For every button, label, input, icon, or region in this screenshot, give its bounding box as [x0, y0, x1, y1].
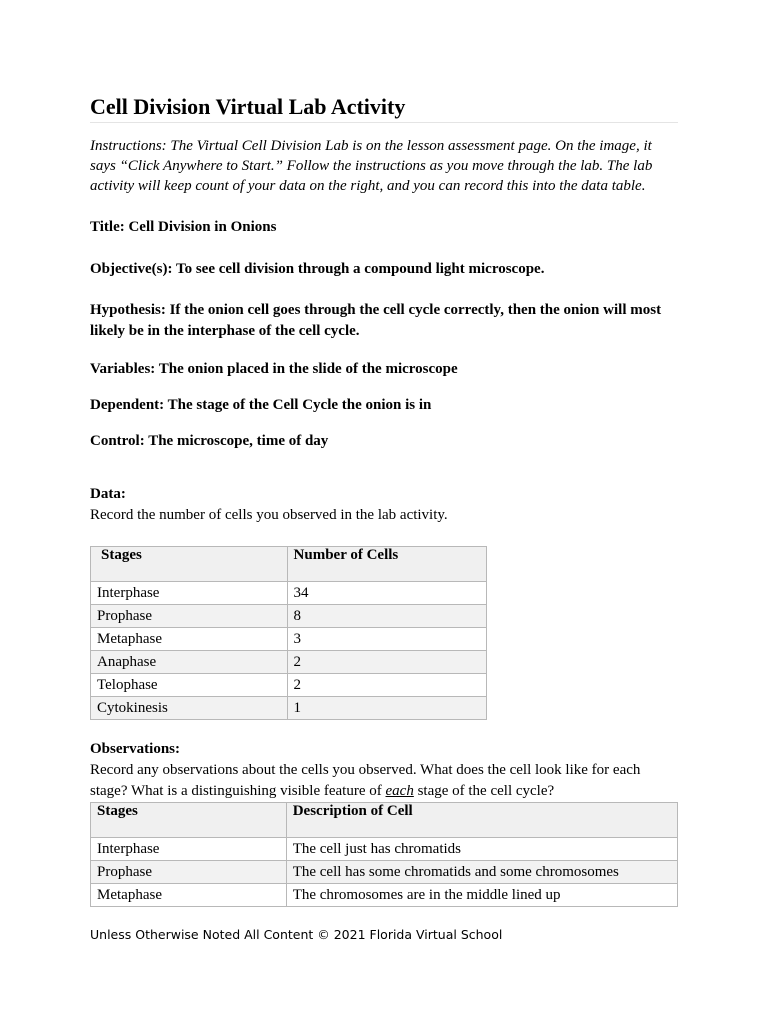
observations-instruction-end: stage of the cell cycle? [413, 783, 555, 799]
observations-table [90, 802, 678, 907]
observations-heading: Observations: [90, 741, 180, 757]
stage-cell: Metaphase [91, 884, 287, 907]
description-cell: The chromosomes are in the middle lined up [286, 884, 677, 907]
stage-cell: Cytokinesis [91, 697, 288, 720]
lab-title: Title: Cell Division in Onions [90, 219, 277, 235]
stage-cell: Prophase [91, 605, 288, 628]
count-cell: 2 [287, 651, 486, 674]
stage-cell: Metaphase [91, 628, 288, 651]
table-row [91, 651, 487, 674]
data-table-header-row [91, 547, 487, 582]
control: Control: The microscope, time of day [90, 433, 329, 449]
data-table-header-count: Number of Cells [287, 547, 486, 582]
observations-table-header-stages: Stages [91, 803, 287, 838]
table-row [91, 582, 487, 605]
stage-cell: Prophase [91, 861, 287, 884]
description-cell: The cell just has chromatids [286, 838, 677, 861]
observations-table-header-description: Description of Cell [286, 803, 677, 838]
table-row [91, 697, 487, 720]
observations-table-header-row [91, 803, 678, 838]
data-heading: Data: [90, 486, 126, 502]
table-row [91, 884, 678, 907]
dependent-variable: Dependent: The stage of the Cell Cycle the onion is in [90, 397, 432, 413]
footer-copyright: Unless Otherwise Noted All Content © 2021 Florida Virtual School [90, 927, 503, 942]
document-title: Cell Division Virtual Lab Activity [90, 92, 678, 123]
table-row [91, 605, 487, 628]
description-cell: The cell has some chromatids and some chromosomes [286, 861, 677, 884]
data-instruction: Record the number of cells you observed in the lab activity. [90, 507, 448, 523]
count-cell: 34 [287, 582, 486, 605]
variables: Variables: The onion placed in the slide of the microscope [90, 361, 458, 377]
data-table-header-stages: Stages [91, 547, 288, 582]
count-cell: 8 [287, 605, 486, 628]
instructions-text: Instructions: The Virtual Cell Division Lab is on the lesson assessment page. On the image, it says “Click Anywhere to Start.” Follow the instructions as you move through the lab. The lab activity will keep count of your data on the right, and you can record this into the data table. [90, 138, 653, 194]
stage-cell: Interphase [91, 838, 287, 861]
data-table [90, 546, 487, 720]
observations-instruction [90, 760, 678, 802]
table-row [91, 838, 678, 861]
objective: Objective(s): To see cell division through a compound light microscope. [90, 261, 545, 277]
hypothesis: Hypothesis: If the onion cell goes through the cell cycle correctly, then the onion will most likely be in the interphase of the cell cycle. [90, 302, 662, 339]
stage-cell: Interphase [91, 582, 288, 605]
observations-instruction-emphasis: each [385, 783, 414, 799]
count-cell: 3 [287, 628, 486, 651]
stage-cell: Telophase [91, 674, 288, 697]
table-row [91, 861, 678, 884]
count-cell: 2 [287, 674, 486, 697]
table-row [91, 628, 487, 651]
stage-cell: Anaphase [91, 651, 288, 674]
count-cell: 1 [287, 697, 486, 720]
observations-instruction-start: Record any observations about the cells you observed. What does the cell look like for each stage? What is a distinguishing visible feature of [90, 762, 641, 799]
table-row [91, 674, 487, 697]
